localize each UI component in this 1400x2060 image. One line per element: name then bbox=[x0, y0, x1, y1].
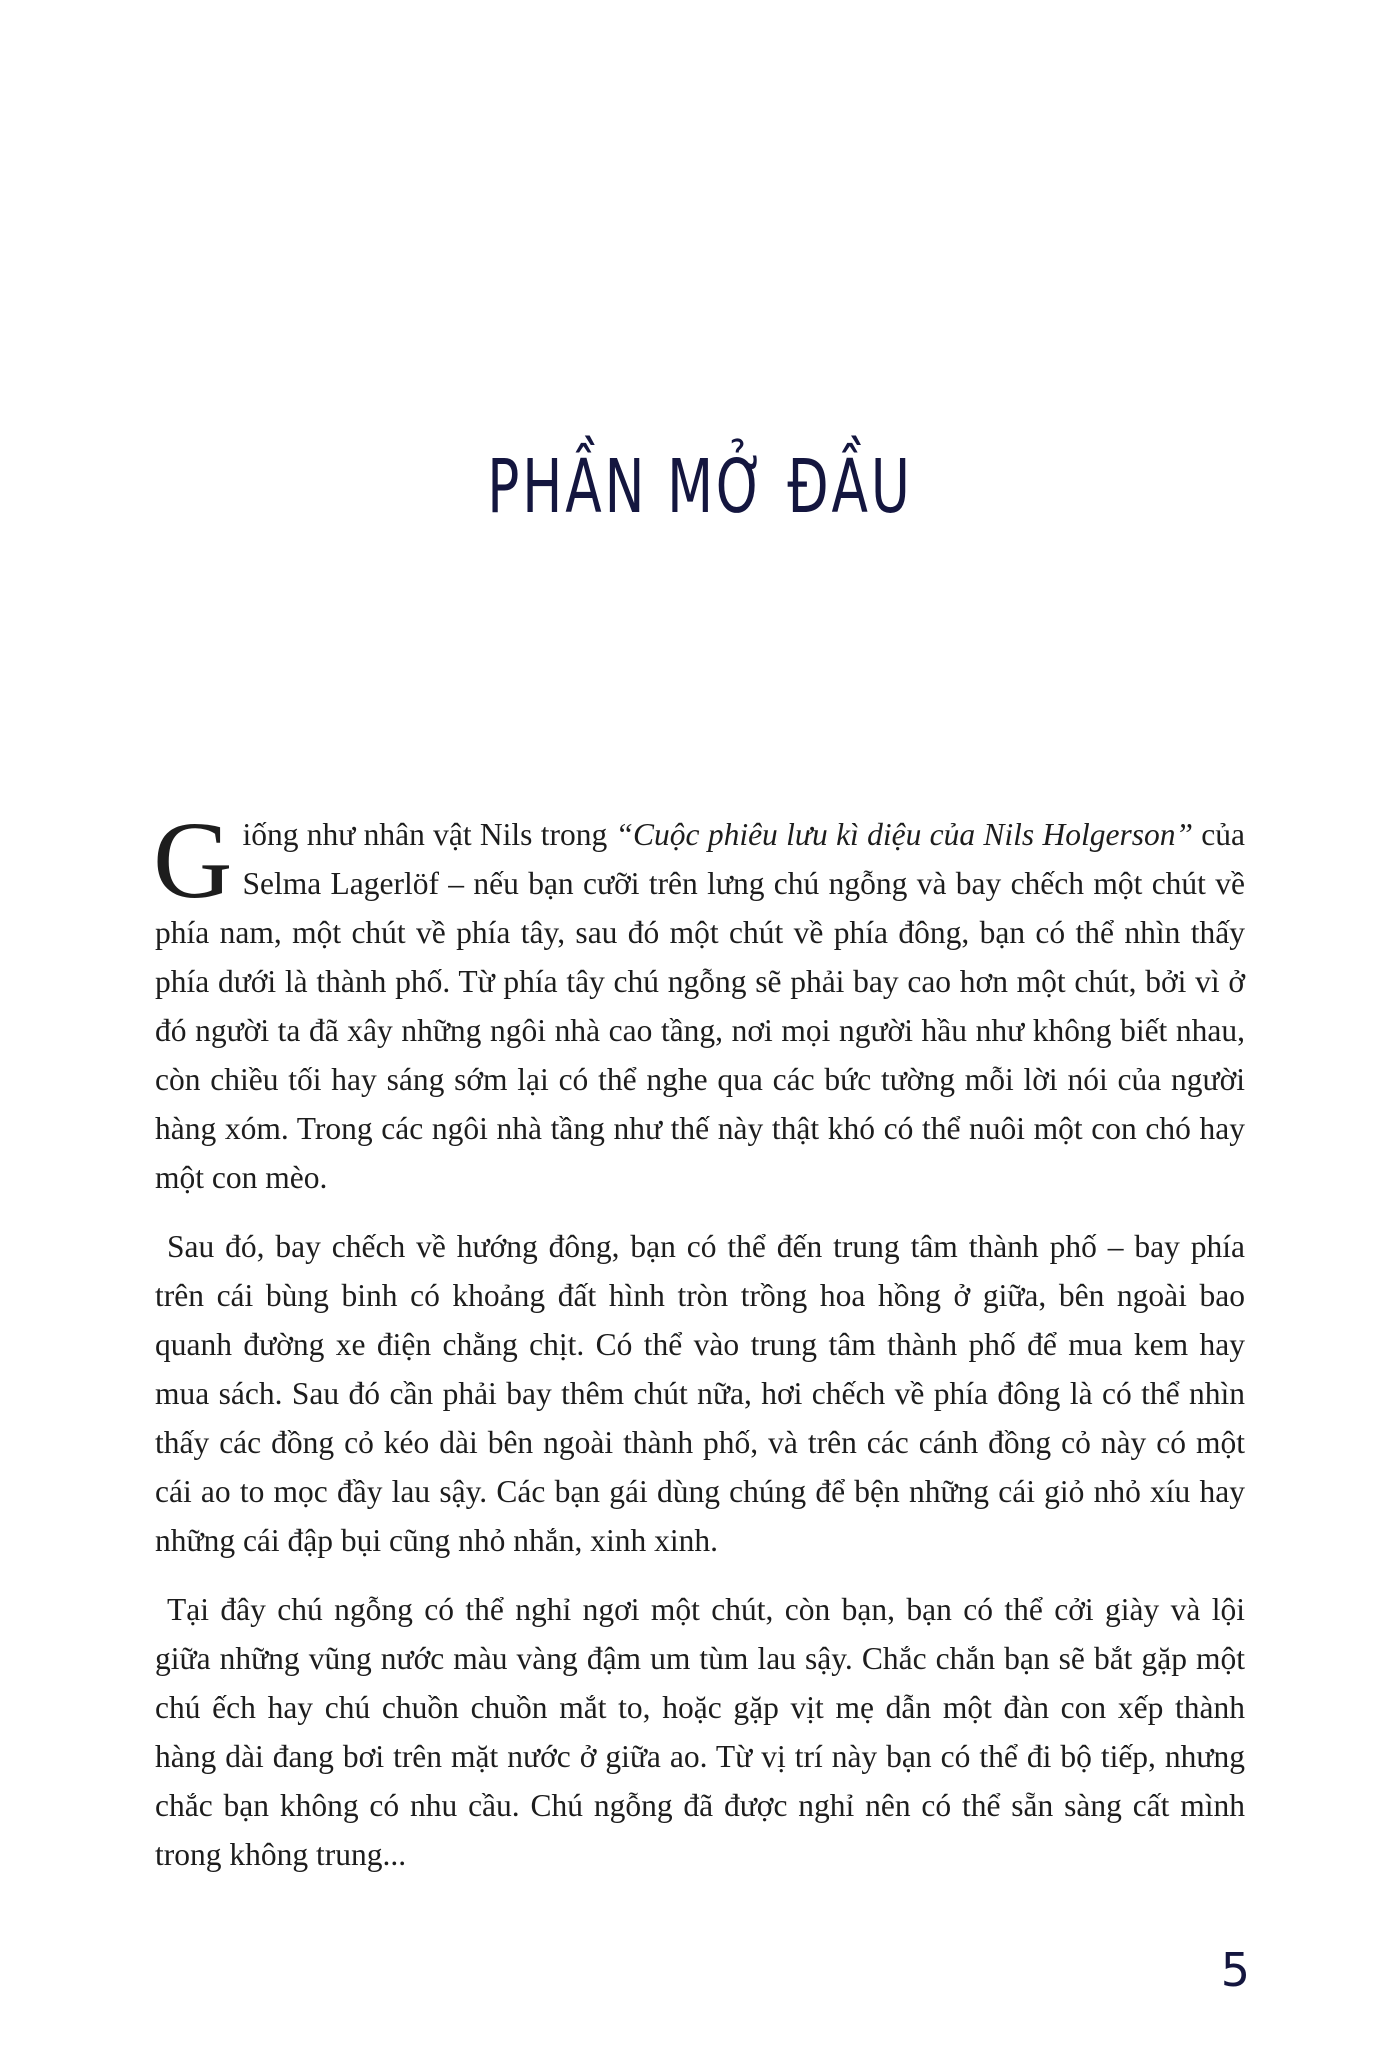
paragraph-1-rest: của Selma Lagerlöf – nếu bạn cưỡi trên lưng chú ngỗng và bay chếch một chút về phía nam, một chút về phía tây, sau đó một chút về phía đông, bạn có thể nhìn thấy phía dưới là thành phố. Từ phía tây chú ngỗng sẽ phải bay cao hơn một chút, bởi vì ở đó người ta đã xây những ngôi nhà cao tầng, nơi mọi người hầu như không biết nhau, còn chiều tối hay sáng sớm lại có thể nghe qua các bức tường mỗi lời nói của người hàng xóm. Trong các ngôi nhà tầng như thế này thật khó có thể nuôi một con chó hay một con mèo. bbox=[155, 817, 1245, 1195]
chapter-title: PHẦN MỞ ĐẦU bbox=[487, 443, 913, 530]
paragraph-2: Sau đó, bay chếch về hướng đông, bạn có thể đến trung tâm thành phố – bay phía trên cái bùng binh có khoảng đất hình tròn trồng hoa hồng ở giữa, bên ngoài bao quanh đường xe điện chằng chịt. Có thể vào trung tâm thành phố để mua kem hay mua sách. Sau đó cần phải bay thêm chút nữa, hơi chếch về phía đông là có thể nhìn thấy các đồng cỏ kéo dài bên ngoài thành phố, và trên các cánh đồng cỏ này có một cái ao to mọc đầy lau sậy. Các bạn gái dùng chúng để bện những cái giỏ nhỏ xíu hay những cái đập bụi cũng nhỏ nhắn, xinh xinh. bbox=[155, 1229, 1245, 1558]
paragraph-1 bbox=[153, 799, 1245, 1202]
book-title-quote: “Cuộc phiêu lưu kì diệu của Nils Holgerson” bbox=[615, 817, 1193, 852]
drop-cap: G bbox=[153, 799, 233, 921]
paragraph-1-lead: iống như nhân vật Nils trong bbox=[242, 817, 616, 852]
page-number: 5 bbox=[1220, 1943, 1250, 1997]
paragraph-3: Tại đây chú ngỗng có thể nghỉ ngơi một chút, còn bạn, bạn có thể cởi giày và lội giữa những vũng nước màu vàng đậm um tùm lau sậy. Chắc chắn bạn sẽ bắt gặp một chú ếch hay chú chuồn chuồn mắt to, hoặc gặp vịt mẹ dẫn một đàn con xếp thành hàng dài đang bơi trên mặt nước ở giữa ao. Từ vị trí này bạn có thể đi bộ tiếp, nhưng chắc bạn không có nhu cầu. Chú ngỗng đã được nghỉ nên có thể sẵn sàng cất mình trong không trung... bbox=[155, 1592, 1245, 1872]
body-text bbox=[153, 799, 1245, 1899]
